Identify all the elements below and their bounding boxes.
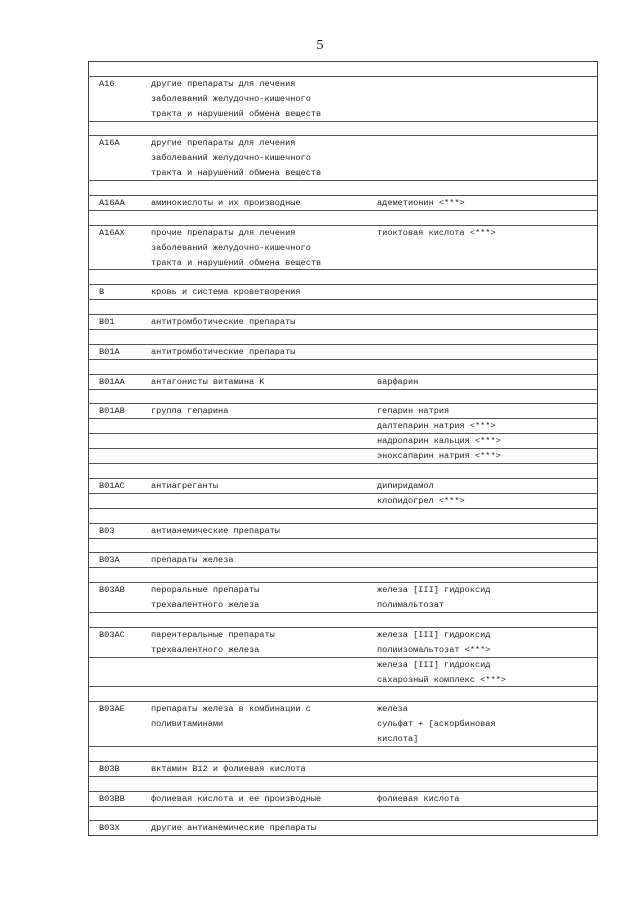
table-row [89, 583, 597, 598]
table-row [89, 330, 597, 345]
drug-name-cell [377, 211, 597, 225]
atc-code-cell [89, 62, 151, 76]
group-name-cell: заболеваний желудочно-кишечного [151, 242, 311, 253]
atc-code-cell [89, 494, 151, 508]
drug-name-cell [377, 747, 597, 761]
atc-code-cell [89, 241, 151, 256]
table-row [89, 375, 597, 390]
drug-name-cell [377, 539, 597, 553]
drug-name-cell [377, 330, 597, 344]
group-name-cell: препараты железа в комбинации с [151, 704, 311, 715]
drug-name-cell [377, 256, 597, 270]
atc-code-cell: B01AC [99, 480, 125, 491]
atc-code-cell: B03B [99, 763, 120, 774]
atc-code-cell [89, 211, 151, 225]
drug-name-cell [377, 524, 597, 538]
group-name-cell: другие препараты для лечения [151, 138, 296, 149]
group-name-cell [151, 747, 377, 761]
atc-code-cell [89, 181, 151, 195]
atc-code-cell [89, 122, 151, 136]
drug-name-cell: далтепарин натрия <***> [377, 421, 496, 432]
drug-name-cell [377, 315, 597, 329]
atc-code-cell [89, 390, 151, 404]
table-row [89, 211, 597, 226]
drug-name-cell: железа [III] гидроксид [377, 659, 491, 670]
atc-code-cell: B01A [99, 346, 120, 357]
table-row [89, 553, 597, 568]
drug-name-cell: кислота] [377, 734, 419, 745]
atc-code-cell [89, 419, 151, 433]
atc-code-cell [89, 509, 151, 523]
atc-code-cell [89, 539, 151, 553]
drug-name-cell [377, 181, 597, 195]
table-row [89, 434, 597, 449]
table-row [89, 136, 597, 151]
drug-name-cell: тиоктовая кислота <***> [377, 227, 496, 238]
table-row [89, 568, 597, 583]
table-row [89, 539, 597, 554]
atc-code-cell [89, 732, 151, 746]
group-name-cell: антагонисты витамина K [151, 376, 265, 387]
atc-code-cell: A16 [99, 78, 115, 89]
table-row [89, 777, 597, 792]
table-row [89, 300, 597, 315]
atc-code-cell: B03AE [99, 704, 125, 715]
drug-name-cell: сульфат + [аскорбиновая [377, 719, 496, 730]
atc-code-cell: B01AA [99, 376, 125, 387]
atc-code-cell [89, 673, 151, 687]
table-row [89, 256, 597, 271]
drug-classification-table [88, 61, 598, 836]
group-name-cell [151, 687, 377, 701]
drug-name-cell [377, 464, 597, 478]
table-row [89, 77, 597, 92]
group-name-cell: заболеваний желудочно-кишечного [151, 153, 311, 164]
table-row [89, 464, 597, 479]
drug-name-cell: железа [377, 704, 408, 715]
drug-name-cell: железа [III] гидроксид [377, 585, 491, 596]
atc-code-cell [89, 449, 151, 463]
table-row [89, 226, 597, 241]
drug-name-cell: адеметионин <***> [377, 198, 465, 209]
table-row [89, 807, 597, 822]
group-name-cell [151, 181, 377, 195]
atc-code-cell [89, 717, 151, 732]
table-row [89, 345, 597, 360]
table-row [89, 687, 597, 702]
atc-code-cell: B03X [99, 823, 120, 834]
group-name-cell [151, 360, 377, 374]
table-row [89, 315, 597, 330]
group-name-cell: тракта и нарушений обмена веществ [151, 168, 322, 179]
group-name-cell [151, 122, 377, 136]
table-row [89, 404, 597, 419]
drug-name-cell [377, 687, 597, 701]
group-name-cell [151, 613, 377, 627]
table-row [89, 285, 597, 300]
table-row [89, 821, 597, 836]
atc-code-cell: B03BB [99, 793, 125, 804]
drug-name-cell [377, 136, 597, 151]
table-row [89, 107, 597, 122]
atc-code-cell: A16AA [99, 198, 125, 209]
table-row [89, 732, 597, 747]
atc-code-cell [89, 613, 151, 627]
table-row [89, 479, 597, 494]
table-row [89, 598, 597, 613]
group-name-cell: препараты железа [151, 555, 234, 566]
group-name-cell: вктамин B12 и фолиевая кислота [151, 763, 306, 774]
group-name-cell [151, 62, 377, 76]
drug-name-cell [377, 285, 597, 299]
atc-code-cell [89, 568, 151, 582]
drug-name-cell [377, 166, 597, 180]
group-name-cell [151, 390, 377, 404]
group-name-cell: прочие препараты для лечения [151, 227, 296, 238]
group-name-cell: тракта и нарушений обмена веществ [151, 257, 322, 268]
group-name-cell [151, 509, 377, 523]
drug-name-cell [377, 390, 597, 404]
group-name-cell: антитромботические препараты [151, 317, 296, 328]
group-name-cell: поливитаминами [151, 719, 224, 730]
table-row [89, 196, 597, 211]
table-row [89, 181, 597, 196]
atc-code-cell [89, 658, 151, 673]
group-name-cell: трехвалентного железа [151, 644, 260, 655]
drug-name-cell [377, 613, 597, 627]
group-name-cell: заболеваний желудочно-кишечного [151, 93, 311, 104]
atc-code-cell: B [99, 287, 105, 298]
drug-name-cell: сахарозный комплекс <***> [377, 674, 506, 685]
drug-name-cell: железа [III] гидроксид [377, 629, 491, 640]
group-name-cell: парентеральные препараты [151, 629, 275, 640]
atc-code-cell: A16A [99, 138, 120, 149]
atc-code-cell: B03AB [99, 585, 125, 596]
atc-code-cell: B01 [99, 317, 115, 328]
table-row [89, 449, 597, 464]
drug-name-cell: надропарин кальция <***> [377, 436, 501, 447]
drug-name-cell [377, 360, 597, 374]
page-number: 5 [316, 38, 324, 53]
group-name-cell: группа гепарина [151, 406, 229, 417]
atc-code-cell [89, 777, 151, 791]
atc-code-cell [89, 151, 151, 166]
table-row [89, 658, 597, 673]
drug-name-cell [377, 553, 597, 567]
drug-name-cell [377, 568, 597, 582]
table-row [89, 762, 597, 777]
drug-name-cell: эноксапарин натрия <***> [377, 451, 501, 462]
group-name-cell: пероральные препараты [151, 585, 260, 596]
group-name-cell [151, 807, 377, 821]
table-row [89, 509, 597, 524]
table-row [89, 270, 597, 285]
table-row [89, 360, 597, 375]
drug-name-cell: фолиевая кислота [377, 793, 460, 804]
atc-code-cell [89, 687, 151, 701]
group-name-cell [151, 539, 377, 553]
atc-code-cell [89, 598, 151, 612]
atc-code-cell [89, 330, 151, 344]
group-name-cell: трехвалентного железа [151, 600, 260, 611]
drug-name-cell: полимальтозат [377, 600, 445, 611]
drug-name-cell [377, 241, 597, 256]
atc-code-cell [89, 747, 151, 761]
drug-name-cell [377, 270, 597, 284]
group-name-cell: тракта и нарушений обмена веществ [151, 108, 322, 119]
table-row [89, 151, 597, 166]
table-row [89, 613, 597, 628]
atc-code-cell: B03A [99, 555, 120, 566]
drug-name-cell [377, 762, 597, 776]
group-name-cell [151, 673, 377, 687]
group-name-cell: антиагреганты [151, 480, 219, 491]
group-name-cell: антианемические препараты [151, 525, 280, 536]
drug-name-cell: гепарин натрия [377, 406, 450, 417]
table-row [89, 390, 597, 405]
table-row [89, 628, 597, 643]
drug-name-cell [377, 122, 597, 136]
table-row [89, 241, 597, 256]
drug-name-cell [377, 807, 597, 821]
group-name-cell [151, 434, 377, 448]
drug-name-cell [377, 151, 597, 166]
atc-code-cell [89, 643, 151, 657]
table-row [89, 62, 597, 77]
atc-code-cell [89, 166, 151, 180]
group-name-cell [151, 777, 377, 791]
group-name-cell [151, 300, 377, 314]
drug-name-cell: дипиридамол [377, 480, 434, 491]
drug-name-cell: варфарин [377, 376, 419, 387]
atc-code-cell: B03 [99, 525, 115, 536]
drug-name-cell [377, 92, 597, 107]
group-name-cell: другие антианемические препараты [151, 823, 317, 834]
table-row [89, 166, 597, 181]
group-name-cell: другие препараты для лечения [151, 78, 296, 89]
group-name-cell: аминокислоты и их производные [151, 198, 301, 209]
atc-code-cell [89, 434, 151, 448]
group-name-cell [151, 732, 377, 746]
drug-name-cell [377, 62, 597, 76]
table-row [89, 122, 597, 137]
table-row [89, 673, 597, 688]
table-row [89, 643, 597, 658]
drug-name-cell [377, 821, 597, 835]
table-row [89, 702, 597, 717]
group-name-cell: фолиевая кислота и ее производные [151, 793, 322, 804]
atc-code-cell: B01AB [99, 406, 125, 417]
table-row [89, 524, 597, 539]
drug-name-cell: полиизомальтозат <***> [377, 644, 491, 655]
atc-code-cell [89, 92, 151, 107]
atc-code-cell [89, 464, 151, 478]
drug-name-cell [377, 509, 597, 523]
atc-code-cell [89, 300, 151, 314]
group-name-cell [151, 211, 377, 225]
table-row [89, 792, 597, 807]
table-row [89, 747, 597, 762]
group-name-cell [151, 449, 377, 463]
table-row [89, 717, 597, 732]
group-name-cell [151, 494, 377, 508]
group-name-cell: антитромботические препараты [151, 346, 296, 357]
drug-name-cell [377, 77, 597, 92]
table-row [89, 92, 597, 107]
atc-code-cell: A16AX [99, 227, 125, 238]
drug-name-cell [377, 777, 597, 791]
drug-name-cell [377, 345, 597, 359]
atc-code-cell [89, 107, 151, 121]
atc-code-cell: B03AC [99, 629, 125, 640]
atc-code-cell [89, 360, 151, 374]
atc-code-cell [89, 807, 151, 821]
drug-name-cell [377, 300, 597, 314]
group-name-cell [151, 270, 377, 284]
group-name-cell [151, 658, 377, 673]
group-name-cell: кровь и система кроветворения [151, 287, 301, 298]
group-name-cell [151, 568, 377, 582]
group-name-cell [151, 464, 377, 478]
table-row [89, 419, 597, 434]
drug-name-cell: клопидогрел <***> [377, 495, 465, 506]
atc-code-cell [89, 256, 151, 270]
drug-name-cell [377, 107, 597, 121]
group-name-cell [151, 330, 377, 344]
atc-code-cell [89, 270, 151, 284]
table-row [89, 494, 597, 509]
group-name-cell [151, 419, 377, 433]
